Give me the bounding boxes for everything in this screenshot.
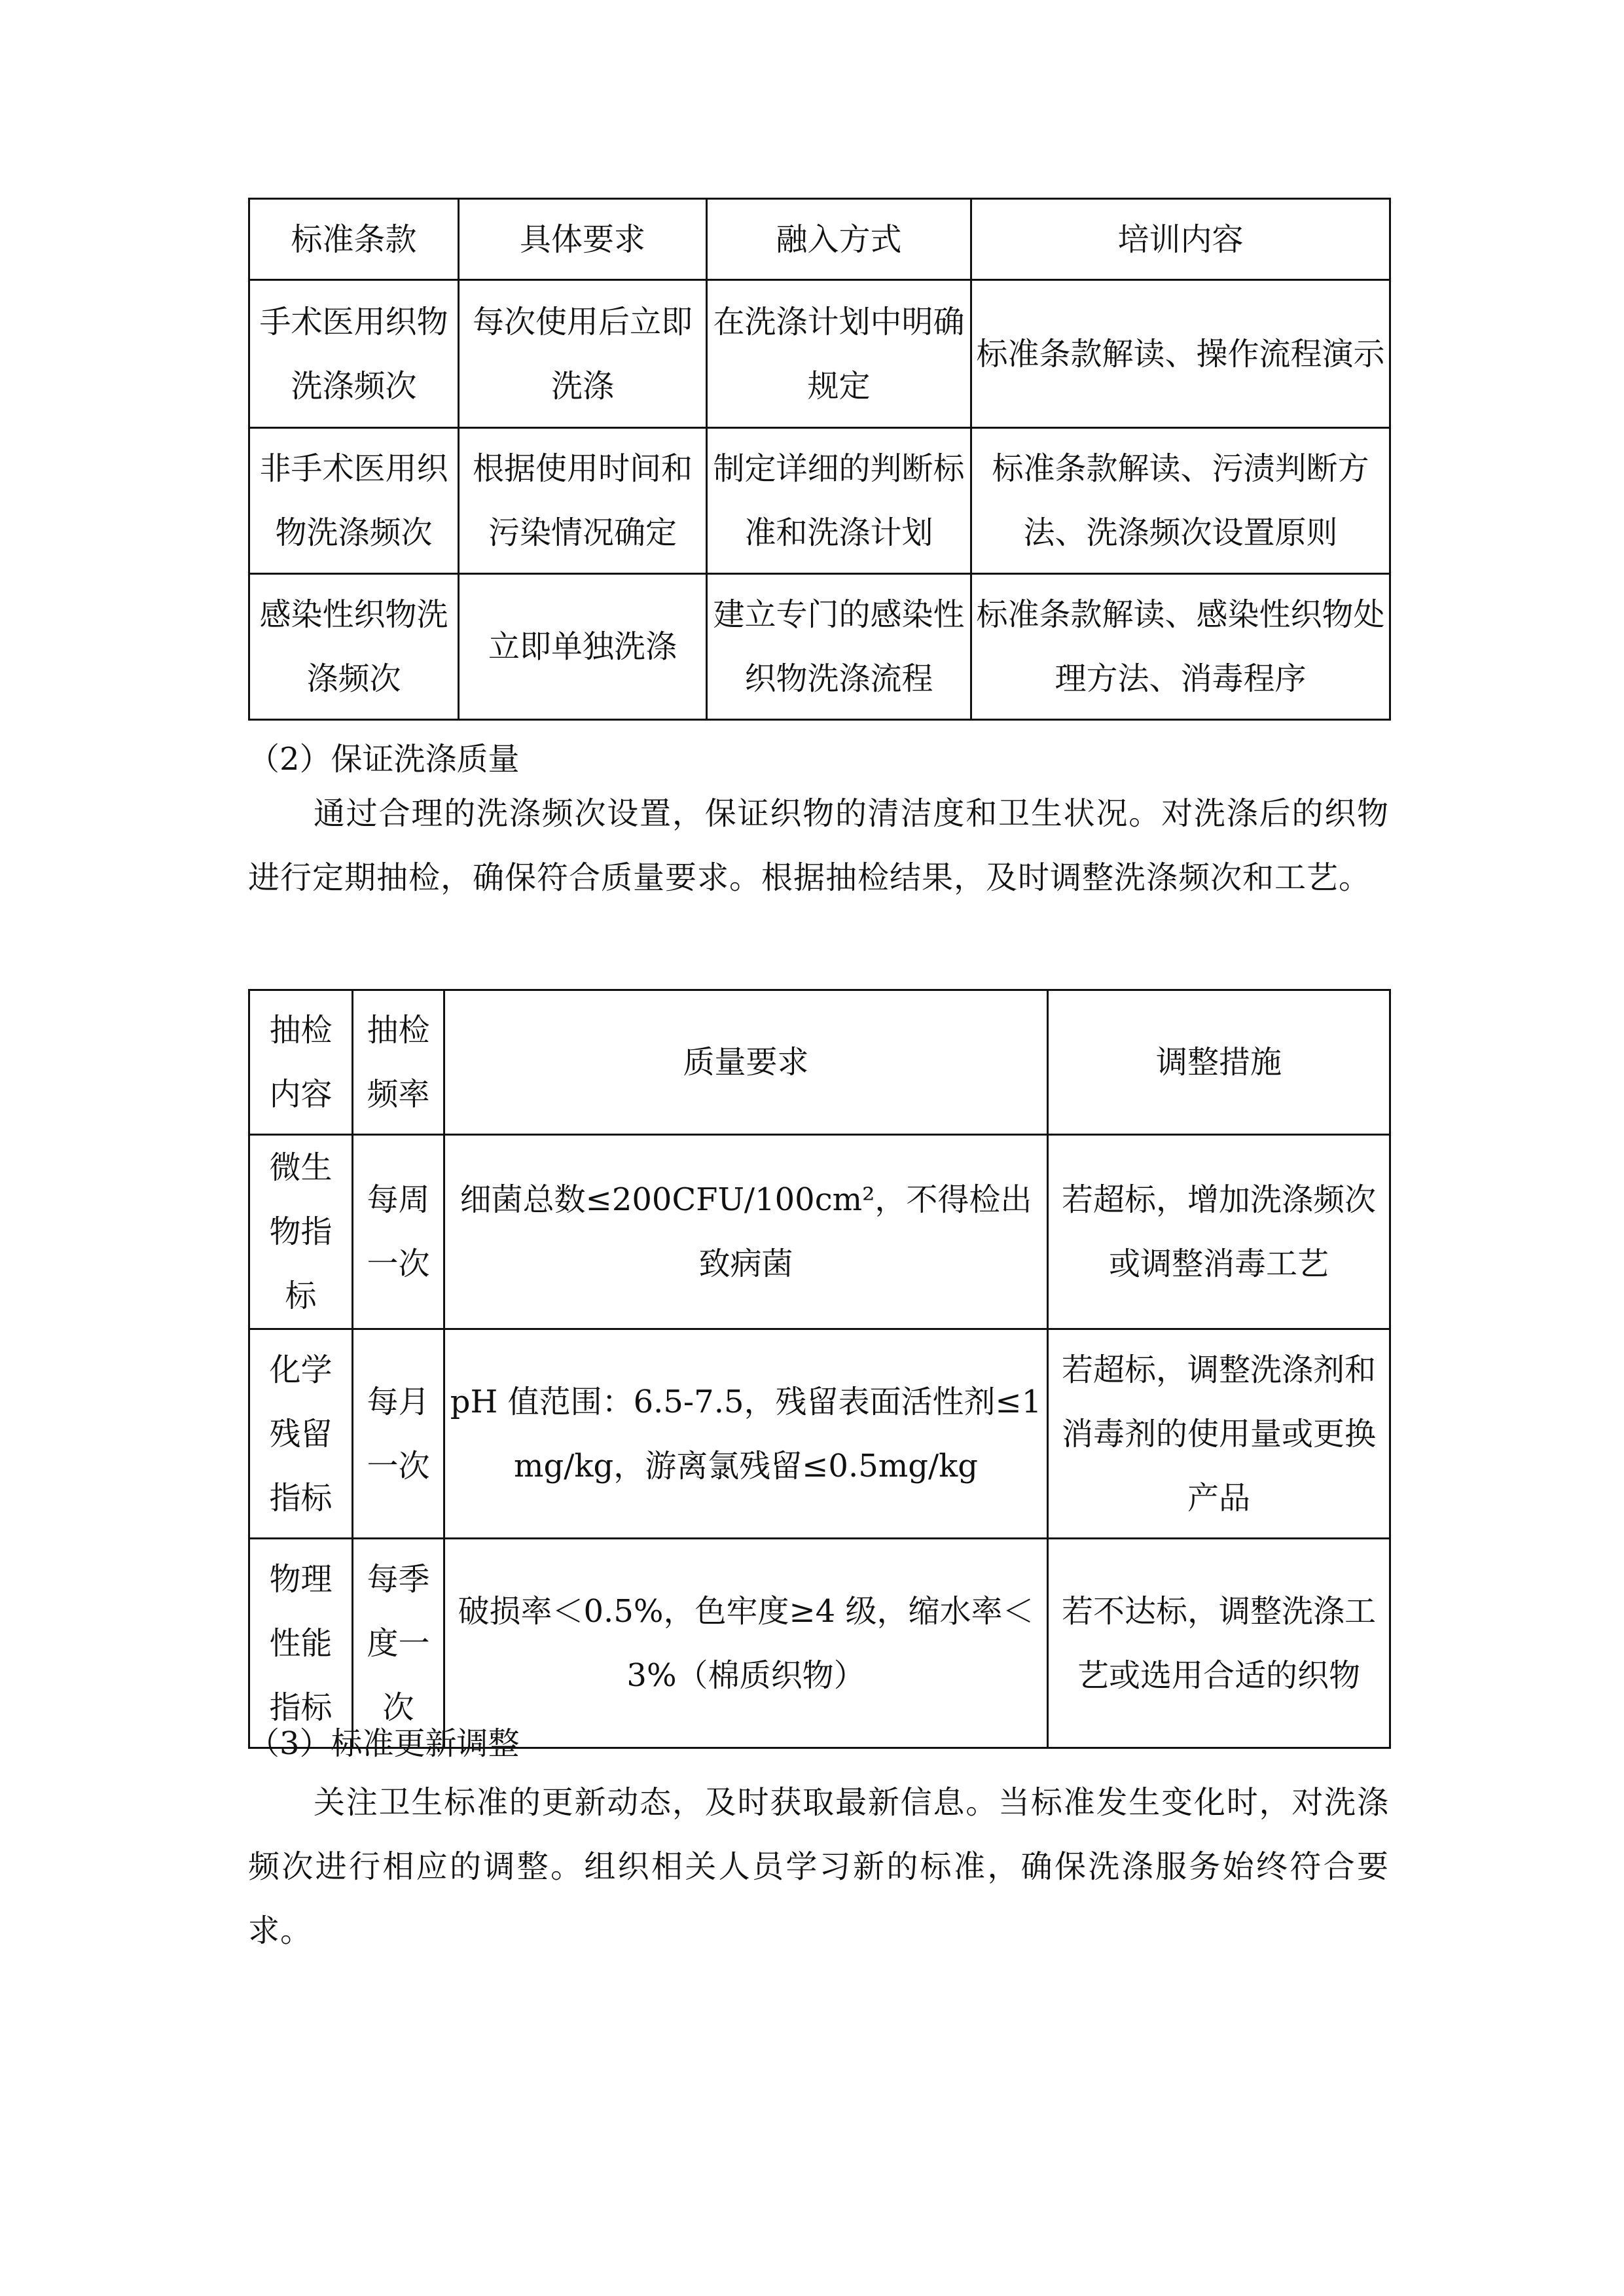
table-cell: 标准条款解读、操作流程演示 <box>971 280 1390 428</box>
table-cell: 标准条款解读、污渍判断方法、洗涤频次设置原则 <box>971 428 1390 574</box>
table-cell: 物理性能指标 <box>249 1539 353 1748</box>
header-cell: 质量要求 <box>444 990 1048 1135</box>
inspection-table <box>248 989 1391 1749</box>
table-cell: 每月一次 <box>353 1329 444 1539</box>
table-header-row <box>249 990 1390 1135</box>
table-row <box>249 1135 1390 1329</box>
paragraph: 关注卫生标准的更新动态，及时获取最新信息。当标准发生变化时，对洗涤频次进行相应的调整。组织相关人员学习新的标准，确保洗涤服务始终符合要求。 <box>248 1784 1389 1949</box>
table-row <box>249 428 1390 574</box>
table-cell: 破损率＜0.5%，色牢度≥4 级，缩水率＜3%（棉质织物） <box>444 1539 1048 1748</box>
header-cell: 具体要求 <box>459 199 707 280</box>
table-cell: 每周一次 <box>353 1135 444 1329</box>
table-cell: 标准条款解读、感染性织物处理方法、消毒程序 <box>971 574 1390 720</box>
table-cell: 立即单独洗涤 <box>459 574 707 720</box>
header-cell: 抽检频率 <box>353 990 444 1135</box>
header-cell: 调整措施 <box>1048 990 1390 1135</box>
standards-table <box>248 198 1391 721</box>
table-header-row <box>249 199 1390 280</box>
header-cell: 抽检内容 <box>249 990 353 1135</box>
header-cell: 融入方式 <box>707 199 971 280</box>
table-cell: 非手术医用织物洗涤频次 <box>249 428 459 574</box>
table-cell: 手术医用织物洗涤频次 <box>249 280 459 428</box>
table-row <box>249 1329 1390 1539</box>
paragraph: 通过合理的洗涤频次设置，保证织物的清洁度和卫生状况。对洗涤后的织物进行定期抽检，确保符合质量要求。根据抽检结果，及时调整洗涤频次和工艺。 <box>248 795 1389 896</box>
table-cell: 若超标，增加洗涤频次或调整消毒工艺 <box>1048 1135 1390 1329</box>
table-cell: 细菌总数≤200CFU/100cm²，不得检出致病菌 <box>444 1135 1048 1329</box>
table-cell: 微生物指标 <box>249 1135 353 1329</box>
section-heading: （3）标准更新调整 <box>248 1725 520 1762</box>
table-cell: 每季度一次 <box>353 1539 444 1748</box>
table-cell: 若超标，调整洗涤剂和消毒剂的使用量或更换产品 <box>1048 1329 1390 1539</box>
table-cell: 感染性织物洗涤频次 <box>249 574 459 720</box>
table-cell: 化学残留指标 <box>249 1329 353 1539</box>
table-cell: 根据使用时间和污染情况确定 <box>459 428 707 574</box>
table-row <box>249 280 1390 428</box>
table-cell: 若不达标，调整洗涤工艺或选用合适的织物 <box>1048 1539 1390 1748</box>
table-cell: 在洗涤计划中明确规定 <box>707 280 971 428</box>
section-heading: （2）保证洗涤质量 <box>248 741 520 778</box>
table-cell: 建立专门的感染性织物洗涤流程 <box>707 574 971 720</box>
table-cell: 每次使用后立即洗涤 <box>459 280 707 428</box>
header-cell: 标准条款 <box>249 199 459 280</box>
table-cell: pH 值范围：6.5-7.5，残留表面活性剂≤1mg/kg，游离氯残留≤0.5mg/kg <box>444 1329 1048 1539</box>
table-cell: 制定详细的判断标准和洗涤计划 <box>707 428 971 574</box>
table-row <box>249 574 1390 720</box>
header-cell: 培训内容 <box>971 199 1390 280</box>
